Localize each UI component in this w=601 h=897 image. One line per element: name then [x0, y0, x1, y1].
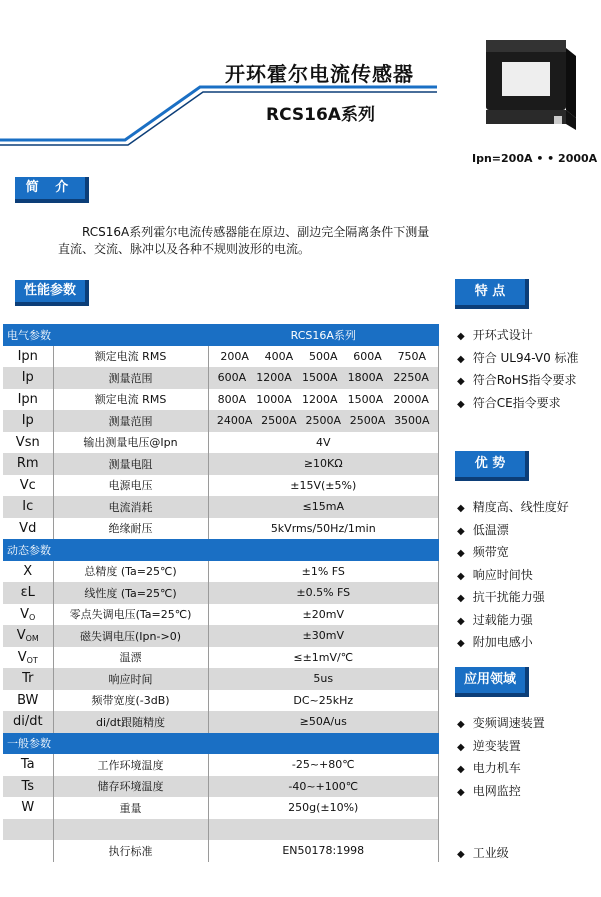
- list-item: ◆ 符合RoHS指令要求: [457, 370, 579, 393]
- list-item: ◆ 变频调速装置: [457, 713, 545, 736]
- applications-list: [457, 713, 545, 803]
- list-item: ◆ 附加电感小: [457, 632, 569, 655]
- list-item: ◆ 开环式设计: [457, 325, 579, 348]
- table-row: Ts 储存环境温度 -40~+100℃: [3, 776, 439, 798]
- features-tag: 特 点: [455, 279, 529, 309]
- dynamic-header-row: [3, 539, 439, 561]
- sensor-product-image: [480, 38, 580, 138]
- series-header: RCS16A系列: [208, 324, 439, 346]
- list-item: ◆ 电力机车: [457, 758, 545, 781]
- table-row: Vsn 输出测量电压@Ipn 4V: [3, 432, 439, 454]
- table-row: Ic 电流消耗 ≤15mA: [3, 496, 439, 518]
- table-row: X 总精度 (Ta=25℃) ±1% FS: [3, 561, 439, 583]
- grade-list: [457, 843, 509, 866]
- table-row: Tr 响应时间 5us: [3, 668, 439, 690]
- list-item: ◆ 电网监控: [457, 781, 545, 804]
- electrical-header-row: [3, 324, 439, 346]
- table-row: Ipn 额定电流 RMS 200A 400A 500A 600A 750A: [3, 346, 439, 368]
- table-row: 执行标准 EN50178:1998: [3, 840, 439, 862]
- table-row: Vd 绝缘耐压 5kVrms/50Hz/1min: [3, 518, 439, 540]
- series-subtitle: RCS16A系列: [266, 105, 375, 125]
- table-row: BW 频带宽度(-3dB) DC~25kHz: [3, 690, 439, 712]
- list-item: ◆ 符合CE指令要求: [457, 393, 579, 416]
- applications-tag: 应用领域: [455, 667, 529, 697]
- electrical-header: 电气参数: [3, 324, 208, 346]
- list-item: ◆ 响应时间快: [457, 565, 569, 588]
- params-tag: 性能参数: [15, 280, 89, 306]
- table-row: W 重量 250g(±10%): [3, 797, 439, 819]
- intro-tag: 简 介: [15, 177, 89, 203]
- list-item: ◆ 频带宽: [457, 542, 569, 565]
- advantages-tag: 优 势: [455, 451, 529, 481]
- list-item: ◆ 符合 UL94-V0 标准: [457, 348, 579, 371]
- table-row: Ta 工作环境温度 -25~+80℃: [3, 754, 439, 776]
- features-list: [457, 325, 579, 415]
- spec-table: [3, 324, 439, 862]
- table-row: Rm 测量电阻 ≥10KΩ: [3, 453, 439, 475]
- general-header: 一般参数: [3, 733, 439, 755]
- table-row: $V_O$ 零点失调电压(Ta=25℃) ±20mV: [3, 604, 439, 626]
- current-range: Ipn=200A • • 2000A: [472, 152, 598, 165]
- intro-text: RCS16A系列霍尔电流传感器能在原边、副边完全隔离条件下测量直流、交流、脉冲以及各种不规则波形的电流。: [58, 225, 430, 256]
- table-row: Ip 测量范围 2400A 2500A 2500A 2500A 3500A: [3, 410, 439, 432]
- table-row: $V_{OM}$ 磁失调电压(Ipn->0) ±30mV: [3, 625, 439, 647]
- list-item: ◆ 逆变装置: [457, 736, 545, 759]
- table-row: Ipn 额定电流 RMS 800A 1000A 1200A 1500A 2000A: [3, 389, 439, 411]
- advantages-list: [457, 497, 569, 655]
- general-header-row: [3, 733, 439, 755]
- list-item: ◆ 精度高、线性度好: [457, 497, 569, 520]
- list-item: ◆ 低温漂: [457, 520, 569, 543]
- table-row: Vc 电源电压 ±15V(±5%): [3, 475, 439, 497]
- table-row: di/dt di/dt跟随精度 ≥50A/us: [3, 711, 439, 733]
- table-row: $V_{OT}$ 温漂 ≤±1mV/℃: [3, 647, 439, 669]
- table-row: [3, 819, 439, 841]
- table-row: Ip 测量范围 600A 1200A 1500A 1800A 2250A: [3, 367, 439, 389]
- list-item: ◆ 抗干扰能力强: [457, 587, 569, 610]
- table-row: εL 线性度 (Ta=25℃) ±0.5% FS: [3, 582, 439, 604]
- list-item: ◆ 过载能力强: [457, 610, 569, 633]
- dynamic-header: 动态参数: [3, 539, 439, 561]
- grade-item: ◆ 工业级: [457, 843, 509, 866]
- page-title: 开环霍尔电流传感器: [225, 62, 414, 86]
